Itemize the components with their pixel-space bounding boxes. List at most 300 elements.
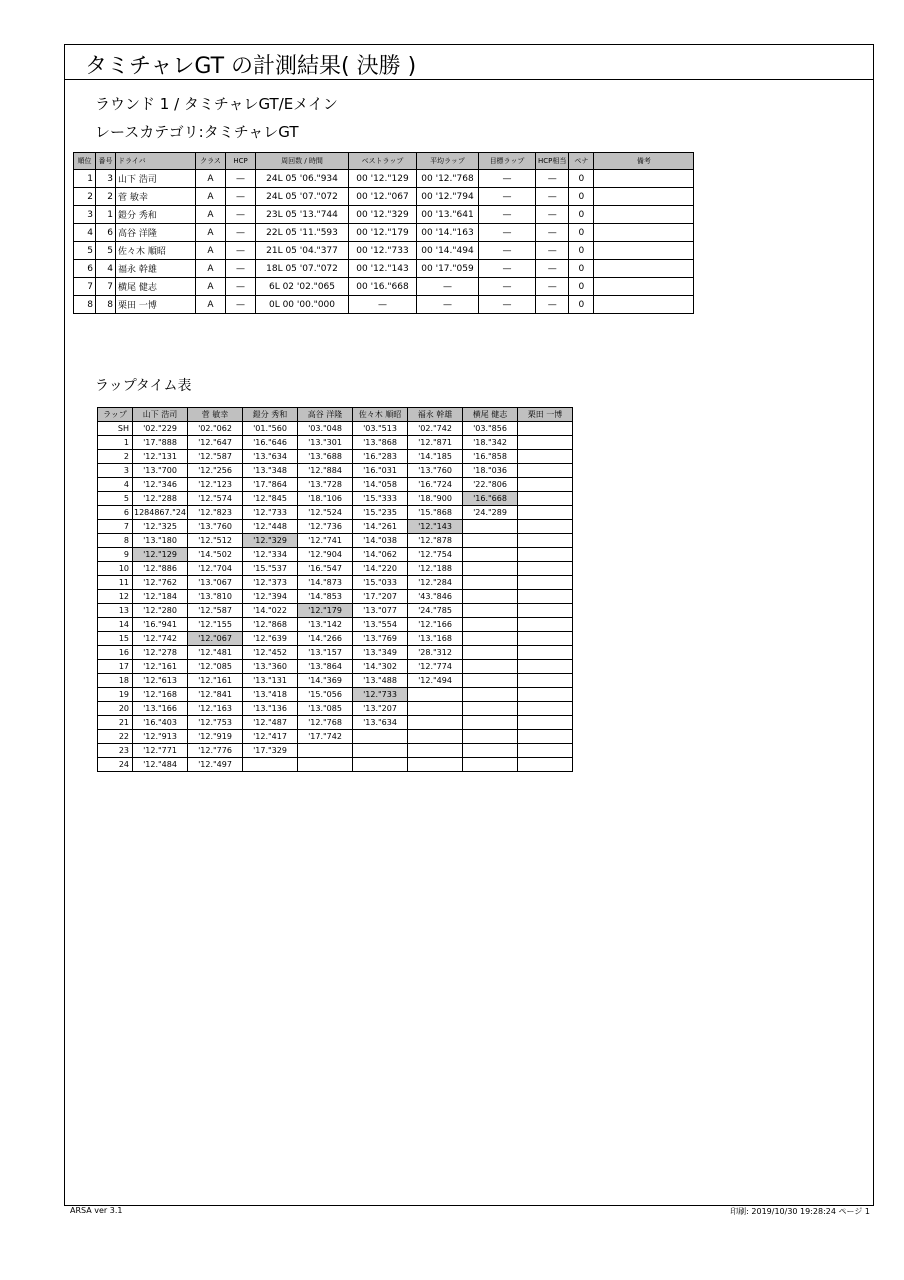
lap-number-cell: 23 [98,744,133,758]
lap-header-cell: 福永 幹雄 [408,408,463,422]
lap-time-cell: '15."333 [353,492,408,506]
lap-time-cell: '12."329 [243,534,298,548]
lap-time-cell: '12."639 [243,632,298,646]
lap-number-cell: 1 [98,436,133,450]
lap-time-cell: '12."776 [188,744,243,758]
lap-time-cell: '12."123 [188,478,243,492]
lap-time-cell: '12."179 [298,604,353,618]
lap-time-cell [408,688,463,702]
results-header-cell: 平均ラップ [417,153,479,170]
results-cell: 6 [74,260,96,278]
results-row [74,260,694,278]
lap-time-cell: '12."497 [188,758,243,772]
results-header-cell: 周回数 / 時間 [256,153,349,170]
results-cell: 00 '12."768 [417,170,479,188]
lap-time-cell [518,744,573,758]
results-cell: 8 [96,296,116,314]
lap-time-cell: '14."185 [408,450,463,464]
lap-time-cell: '12."155 [188,618,243,632]
lap-time-cell: '12."733 [353,688,408,702]
results-cell: 栗田 一博 [116,296,196,314]
lap-header-cell: 横尾 健志 [463,408,518,422]
lap-time-cell: '14."062 [353,548,408,562]
results-cell: — [479,296,536,314]
results-cell: — [536,296,569,314]
lap-time-cell: '18."900 [408,492,463,506]
lap-time-cell: '12."871 [408,436,463,450]
lap-time-cell: '12."085 [188,660,243,674]
lap-time-cell [518,590,573,604]
lap-time-cell [518,646,573,660]
lap-time-cell: '12."334 [243,548,298,562]
lap-time-cell: '12."448 [243,520,298,534]
lap-time-cell: '13."301 [298,436,353,450]
lap-time-cell: '01."560 [243,422,298,436]
results-cell: 2 [74,188,96,206]
results-cell: 山下 浩司 [116,170,196,188]
lap-time-cell: '02."742 [408,422,463,436]
results-cell: — [226,224,256,242]
lap-time-cell [408,730,463,744]
results-cell: 6L 02 '02."065 [256,278,349,296]
lap-time-cell [463,604,518,618]
results-cell: 0 [569,242,594,260]
lap-time-cell: '13."728 [298,478,353,492]
results-cell: 0 [569,188,594,206]
results-cell: 18L 05 '07."072 [256,260,349,278]
lap-time-cell [463,730,518,744]
lap-time-cell: '14."022 [243,604,298,618]
lap-time-cell: '13."136 [243,702,298,716]
lap-time-cell [463,758,518,772]
lap-header-cell: 鎧分 秀和 [243,408,298,422]
lap-number-cell: 7 [98,520,133,534]
lap-number-cell: 4 [98,478,133,492]
lap-row [98,464,573,478]
lap-time-cell [518,492,573,506]
lap-time-cell: '12."161 [188,674,243,688]
results-cell: 00 '13."641 [417,206,479,224]
lap-row [98,436,573,450]
lap-row [98,702,573,716]
results-header-cell: HCP [226,153,256,170]
lap-time-cell: '17."207 [353,590,408,604]
results-cell: 0 [569,296,594,314]
lap-time-cell: '18."106 [298,492,353,506]
results-cell: A [196,260,226,278]
lap-row [98,422,573,436]
lap-time-cell [518,464,573,478]
lap-time-cell: '12."613 [133,674,188,688]
lap-time-cell: '02."229 [133,422,188,436]
results-header-row [74,153,694,170]
lap-time-cell [298,744,353,758]
lap-number-cell: SH [98,422,133,436]
lap-time-cell: '12."736 [298,520,353,534]
lap-time-cell [463,646,518,660]
results-cell [594,242,694,260]
results-cell: — [226,206,256,224]
lap-time-cell: '12."868 [243,618,298,632]
results-header-cell: ベストラップ [349,153,417,170]
lap-time-cell [463,674,518,688]
lap-time-cell [518,576,573,590]
lap-time-cell: '12."184 [133,590,188,604]
lap-body [98,422,573,772]
lap-time-cell [518,422,573,436]
lap-time-cell: '12."574 [188,492,243,506]
lap-time-cell [408,744,463,758]
results-cell: — [479,206,536,224]
lap-time-cell: '13."634 [243,450,298,464]
lap-time-cell: '13."554 [353,618,408,632]
lap-time-cell: '16."724 [408,478,463,492]
lap-time-cell: '13."760 [408,464,463,478]
footer-version: ARSA ver 3.1 [70,1206,123,1215]
lap-time-cell: '13."634 [353,716,408,730]
lap-row [98,506,573,520]
results-body [74,170,694,314]
lap-time-cell: '13."131 [243,674,298,688]
results-cell [594,260,694,278]
results-cell: 00 '12."067 [349,188,417,206]
lap-time-cell: '13."418 [243,688,298,702]
title-row [65,45,873,80]
results-cell: — [536,170,569,188]
lap-time-cell [463,534,518,548]
lap-time-cell: '15."868 [408,506,463,520]
results-header-cell: HCP相当 [536,153,569,170]
category-label: レースカテゴリ:タミチャレGT [95,123,299,141]
results-cell: — [536,242,569,260]
results-cell: 4 [96,260,116,278]
lap-time-cell [518,688,573,702]
lap-time-cell: '14."369 [298,674,353,688]
results-cell: 3 [96,170,116,188]
lap-time-cell: '17."864 [243,478,298,492]
lap-time-cell [518,660,573,674]
results-cell: 0L 00 '00."000 [256,296,349,314]
lap-time-cell: '12."143 [408,520,463,534]
results-cell: 00 '14."163 [417,224,479,242]
results-cell: — [417,278,479,296]
lap-time-cell [518,520,573,534]
lap-time-cell: '12."762 [133,576,188,590]
results-header-cell: ドライバ [116,153,196,170]
results-cell: 4 [74,224,96,242]
lap-time-cell: '28."312 [408,646,463,660]
lap-time-cell: '12."913 [133,730,188,744]
lap-time-cell: '13."688 [298,450,353,464]
results-cell [594,206,694,224]
lap-time-cell: '03."856 [463,422,518,436]
lap-time-cell [518,478,573,492]
lap-time-cell [353,744,408,758]
lap-time-cell: '13."348 [243,464,298,478]
lap-time-cell: '13."769 [353,632,408,646]
lap-time-cell [353,730,408,744]
results-cell [594,170,694,188]
results-cell: 21L 05 '04."377 [256,242,349,260]
results-row [74,170,694,188]
lap-time-cell: '14."302 [353,660,408,674]
lap-time-cell: '12."733 [243,506,298,520]
lap-number-cell: 19 [98,688,133,702]
lap-number-cell: 13 [98,604,133,618]
results-cell: — [417,296,479,314]
lap-time-cell: '14."266 [298,632,353,646]
lap-time-cell: '13."349 [353,646,408,660]
results-cell: 佐々木 順昭 [116,242,196,260]
results-header-cell: 番号 [96,153,116,170]
results-cell: A [196,278,226,296]
results-row [74,242,694,260]
lap-time-cell [463,688,518,702]
results-cell: 7 [74,278,96,296]
lap-time-cell: '12."823 [188,506,243,520]
lap-time-cell: '17."329 [243,744,298,758]
results-cell: 0 [569,170,594,188]
lap-row [98,450,573,464]
results-cell: — [536,188,569,206]
lap-time-cell: '12."512 [188,534,243,548]
lap-time-cell: '16."403 [133,716,188,730]
lap-number-cell: 12 [98,590,133,604]
lap-time-cell [408,758,463,772]
lap-number-cell: 15 [98,632,133,646]
results-cell: A [196,242,226,260]
results-cell: 3 [74,206,96,224]
results-cell: 23L 05 '13."744 [256,206,349,224]
lap-time-cell: '14."261 [353,520,408,534]
lap-time-cell [518,548,573,562]
lap-header-cell: 菅 敏幸 [188,408,243,422]
lap-number-cell: 18 [98,674,133,688]
results-cell: — [479,260,536,278]
lap-time-cell: '12."394 [243,590,298,604]
lap-time-cell: '12."484 [133,758,188,772]
lap-time-cell: '12."325 [133,520,188,534]
lap-time-cell [518,674,573,688]
lap-time-cell: '12."841 [188,688,243,702]
results-cell: — [226,278,256,296]
lap-time-cell [518,506,573,520]
results-cell [594,278,694,296]
results-cell: 00 '12."143 [349,260,417,278]
results-cell: 00 '14."494 [417,242,479,260]
lap-time-cell: '13."168 [408,632,463,646]
lap-time-cell: '12."742 [133,632,188,646]
lap-header-cell: 山下 浩司 [133,408,188,422]
lap-row [98,688,573,702]
lap-time-cell: '22."806 [463,478,518,492]
lap-header-cell: ラップ [98,408,133,422]
results-cell: 6 [96,224,116,242]
results-cell: 00 '12."179 [349,224,417,242]
lap-time-cell: '12."524 [298,506,353,520]
lap-time-cell: '15."033 [353,576,408,590]
lap-row [98,730,573,744]
lap-time-cell: '13."085 [298,702,353,716]
lap-time-cell: '15."537 [243,562,298,576]
results-cell: — [536,206,569,224]
lap-row [98,534,573,548]
lap-time-cell: '12."481 [188,646,243,660]
lap-time-cell: '13."868 [353,436,408,450]
lap-time-cell: '12."741 [298,534,353,548]
results-cell: — [479,224,536,242]
results-table [73,152,694,314]
results-cell: 24L 05 '07."072 [256,188,349,206]
results-cell: 0 [569,260,594,278]
lap-time-cell: '13."207 [353,702,408,716]
lap-number-cell: 5 [98,492,133,506]
results-cell: 菅 敏幸 [116,188,196,206]
lap-time-cell: '43."846 [408,590,463,604]
lap-time-cell [518,450,573,464]
lap-time-cell: '12."256 [188,464,243,478]
lap-number-cell: 14 [98,618,133,632]
results-cell [594,188,694,206]
results-cell: 00 '12."794 [417,188,479,206]
lap-time-cell [298,758,353,772]
results-cell: 2 [96,188,116,206]
results-cell: 5 [96,242,116,260]
lap-time-cell: '12."774 [408,660,463,674]
results-row [74,224,694,242]
lap-time-cell [518,604,573,618]
results-cell: — [536,278,569,296]
page-frame [64,44,874,1206]
lap-row [98,618,573,632]
results-header-cell: 目標ラップ [479,153,536,170]
lap-row [98,674,573,688]
results-cell: 8 [74,296,96,314]
lap-number-cell: 17 [98,660,133,674]
results-cell: — [479,188,536,206]
results-cell: — [479,242,536,260]
lap-time-cell: '12."878 [408,534,463,548]
lap-row [98,548,573,562]
results-cell: A [196,170,226,188]
lap-number-cell: 16 [98,646,133,660]
lap-number-cell: 9 [98,548,133,562]
lap-row [98,660,573,674]
lap-time-cell: '13."700 [133,464,188,478]
lap-time-cell: '12."919 [188,730,243,744]
lap-time-cell [518,618,573,632]
lap-time-cell [463,548,518,562]
lap-time-cell: '13."142 [298,618,353,632]
lap-time-cell [408,716,463,730]
results-header-cell: ペナ [569,153,594,170]
lap-time-cell: '12."845 [243,492,298,506]
lap-header-cell: 栗田 一博 [518,408,573,422]
lap-time-cell [463,716,518,730]
results-cell: 鎧分 秀和 [116,206,196,224]
lap-time-cell: '13."166 [133,702,188,716]
lap-time-cell: '12."288 [133,492,188,506]
lap-number-cell: 8 [98,534,133,548]
results-header-cell: 備考 [594,153,694,170]
lap-time-cell: '24."289 [463,506,518,520]
lap-time-cell [463,618,518,632]
results-cell: — [226,296,256,314]
lap-time-cell [353,758,408,772]
lap-time-cell: '12."373 [243,576,298,590]
lap-time-cell: '16."858 [463,450,518,464]
lap-time-cell: '12."487 [243,716,298,730]
lap-time-cell: '16."031 [353,464,408,478]
lap-time-cell: '14."873 [298,576,353,590]
lap-time-cell: '12."587 [188,450,243,464]
lap-time-cell [518,562,573,576]
lap-row [98,646,573,660]
lap-time-cell: '12."587 [188,604,243,618]
results-cell: 0 [569,278,594,296]
lap-time-cell [463,520,518,534]
lap-time-cell [518,632,573,646]
lap-time-cell: '16."646 [243,436,298,450]
lap-time-cell: '12."494 [408,674,463,688]
results-cell: — [226,260,256,278]
lap-time-cell: '12."166 [408,618,463,632]
lap-time-cell: '16."547 [298,562,353,576]
lap-time-cell: '13."810 [188,590,243,604]
lap-time-cell: '16."283 [353,450,408,464]
lap-number-cell: 10 [98,562,133,576]
lap-row [98,744,573,758]
lap-time-cell: '14."853 [298,590,353,604]
lap-time-cell: '12."168 [133,688,188,702]
lap-time-cell: '15."235 [353,506,408,520]
lap-time-cell: '12."280 [133,604,188,618]
lap-time-cell: '03."513 [353,422,408,436]
lap-time-cell [463,632,518,646]
lap-row [98,478,573,492]
results-cell: A [196,224,226,242]
results-cell: — [349,296,417,314]
lap-time-cell: '12."884 [298,464,353,478]
lap-time-cell: '14."058 [353,478,408,492]
lap-row [98,604,573,618]
lap-time-cell [518,436,573,450]
lap-time-cell [408,702,463,716]
lap-header-row [98,408,573,422]
lap-time-cell: '18."342 [463,436,518,450]
lap-time-cell [518,758,573,772]
results-cell: — [536,260,569,278]
lap-time-cell [463,562,518,576]
lap-time-cell: '12."452 [243,646,298,660]
results-cell [594,224,694,242]
lap-time-cell: '14."502 [188,548,243,562]
lap-time-cell [243,758,298,772]
lap-time-cell: '03."048 [298,422,353,436]
lap-row [98,590,573,604]
lap-time-cell: '12."129 [133,548,188,562]
lap-header-cell: 佐々木 順昭 [353,408,408,422]
results-header-cell: 順位 [74,153,96,170]
results-cell: 24L 05 '06."934 [256,170,349,188]
lap-time-cell: '16."668 [463,492,518,506]
results-cell: — [536,224,569,242]
lap-time-cell: '14."038 [353,534,408,548]
lap-time-cell: '13."067 [188,576,243,590]
footer-print-info: 印刷: 2019/10/30 19:28:24 ページ 1 [730,1207,870,1216]
results-cell: 5 [74,242,96,260]
lap-time-cell [463,590,518,604]
